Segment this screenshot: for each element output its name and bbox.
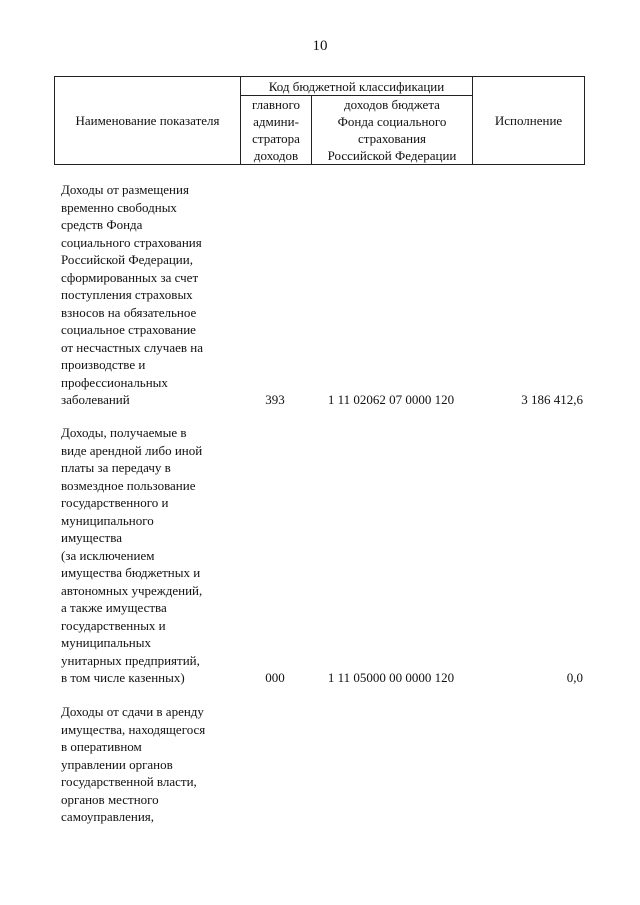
row-name-line: государственных и xyxy=(61,617,166,633)
row-amount: 3 186 412,6 xyxy=(521,392,583,407)
header-income-line: Российской Федерации xyxy=(327,148,457,163)
row-name-line: поступления страховых xyxy=(61,287,193,302)
row-name xyxy=(61,703,239,826)
header-income-col xyxy=(312,96,473,165)
row-name-line: платы за передачу в xyxy=(61,460,171,475)
header-name-col: Наименование показателя xyxy=(55,77,241,165)
row-name-line: имущества xyxy=(61,530,122,545)
header-admin-line: админи- xyxy=(253,114,299,129)
header-admin-line: доходов xyxy=(253,148,299,163)
row-name-line: профессиональных xyxy=(61,374,168,390)
row-name-line: от несчастных случаев на xyxy=(61,339,203,355)
header-admin-line: стратора xyxy=(252,131,300,146)
row-name-line: имущества бюджетных и xyxy=(61,565,201,580)
row-name-line: средств Фонда xyxy=(61,217,143,232)
row-name-line: Доходы, получаемые в xyxy=(61,425,187,440)
header-admin-col xyxy=(241,96,312,165)
row-name xyxy=(61,181,239,409)
row-admin-code: 393 xyxy=(265,392,285,407)
row-name-line: сформированных за счет xyxy=(61,269,199,285)
header-income-line: доходов бюджета xyxy=(344,97,440,112)
row-name-line: муниципальных xyxy=(61,635,152,650)
row-name-line: управлении органов xyxy=(61,756,173,772)
row-name-line: унитарных предприятий, xyxy=(61,652,200,668)
row-name-line: Доходы от сдачи в аренду xyxy=(61,704,204,719)
row-name-line: Российской Федерации, xyxy=(61,252,193,267)
row-name-line: временно свободных xyxy=(61,199,177,215)
row-name-line: а также имущества xyxy=(61,600,167,615)
row-name-line: имущества, находящегося xyxy=(61,721,206,737)
row-amount: 0,0 xyxy=(566,670,583,685)
row-name-line: производстве и xyxy=(61,357,146,372)
page-number: 10 xyxy=(312,38,328,54)
row-name-line: в оперативном xyxy=(61,739,142,754)
row-name-line: социального страхования xyxy=(61,234,202,250)
row-name-line: в том числе казенных) xyxy=(61,670,185,685)
row-name-line: (за исключением xyxy=(61,547,155,563)
row-name-line: органов местного xyxy=(61,791,159,807)
row-budget-code: 1 11 05000 00 0000 120 xyxy=(327,670,455,685)
row-name-line: государственного и xyxy=(61,495,169,510)
row-name-line: Доходы от размещения xyxy=(61,182,189,197)
row-budget-code: 1 11 02062 07 0000 120 xyxy=(327,392,455,407)
row-name-line: виде арендной либо иной xyxy=(61,442,203,458)
header-income-line: страхования xyxy=(357,131,426,146)
row-name-line: муниципального xyxy=(61,512,154,528)
row-name-line: возмездное пользование xyxy=(61,477,196,493)
row-name xyxy=(61,424,239,687)
row-name-line: автономных учреждений, xyxy=(61,582,203,598)
row-name-line: самоуправления, xyxy=(61,809,155,824)
row-admin-code: 000 xyxy=(265,670,285,685)
header-code-group: Код бюджетной классификации xyxy=(241,77,473,96)
row-name-line: заболеваний xyxy=(61,392,130,407)
header-income-line: Фонда социального xyxy=(337,114,447,129)
header-admin-line: главного xyxy=(251,97,301,112)
header-exec-col: Исполнение xyxy=(473,77,585,165)
row-name-line: взносов на обязательное xyxy=(61,304,197,320)
row-name-line: социальное страхование xyxy=(61,322,196,337)
row-name-line: государственной власти, xyxy=(61,774,197,789)
header-table xyxy=(54,76,585,165)
